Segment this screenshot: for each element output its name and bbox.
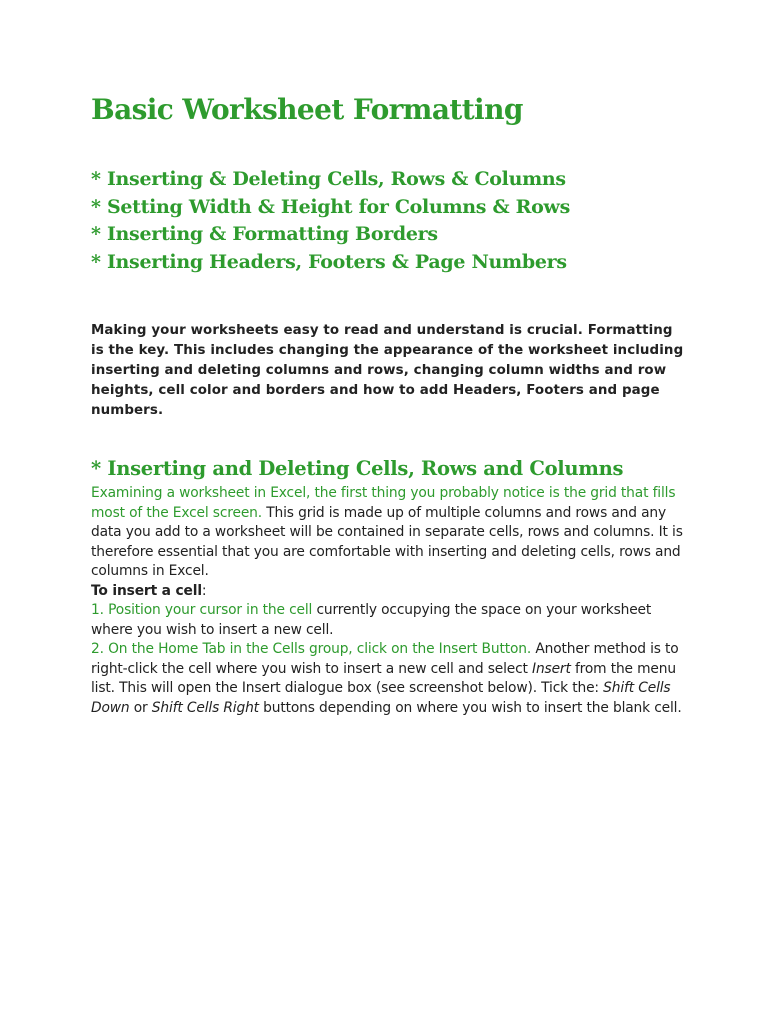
shift-cells-down-italic: Shift Cells Down [91,680,671,716]
section-body [91,484,691,718]
topic-item: * Inserting & Formatting Borders [91,223,438,245]
paragraph-text: This grid is made up of multiple columns and rows and any data you add to a worksheet will be contained in separate cells, rows and columns. It is therefore essential that you are comfortable with inserting and deleting cells, rows and columns in Excel. [91,504,683,579]
topic-item: * Inserting & Deleting Cells, Rows & Columns [91,168,566,190]
intro-paragraph: Making your worksheets easy to read and understand is crucial. Formatting is the key. This includes changing the appearance of the worksheet including inserting and deleting columns and rows, changing column widths and row heights, cell color and borders and how to add Headers, Footers and page numbers. [91,323,684,418]
insert-italic: Insert [532,660,571,677]
step-2-text-d: buttons depending on where you wish to insert the blank cell. [258,699,682,716]
step-2-highlight: 2. On the Home Tab in the Cells group, click on the Insert Button. [91,641,532,657]
subheading-colon: : [201,582,207,599]
section-heading: * Inserting and Deleting Cells, Rows and Columns [91,457,624,480]
subheading: To insert a cell [91,582,202,599]
step-1 [91,601,691,640]
shift-cells-right-italic: Shift Cells Right [151,699,259,716]
highlighted-text: Examining a worksheet in Excel, the first thing you probably notice is the grid that fills most of the Excel screen. [91,485,676,521]
topic-list [91,166,570,276]
section-paragraph [91,484,691,582]
subheading-line [91,582,691,602]
document-title: Basic Worksheet Formatting [91,93,523,126]
step-2-text-c: or [129,699,152,716]
step-2-text-a: Another method is to right-click the cell where you wish to insert a new cell and select [91,641,679,677]
topic-item: * Inserting Headers, Footers & Page Numbers [91,250,567,273]
step-2 [91,640,691,718]
step-2-text-b: from the menu list. This will open the Insert dialogue box (see screenshot below). Tick the: [91,660,676,696]
step-1-highlight: 1. Position your cursor in the cell [91,602,313,618]
topic-item: * Setting Width & Height for Columns & Rows [91,195,570,218]
step-1-text: currently occupying the space on your worksheet where you wish to insert a new cell. [91,602,652,638]
